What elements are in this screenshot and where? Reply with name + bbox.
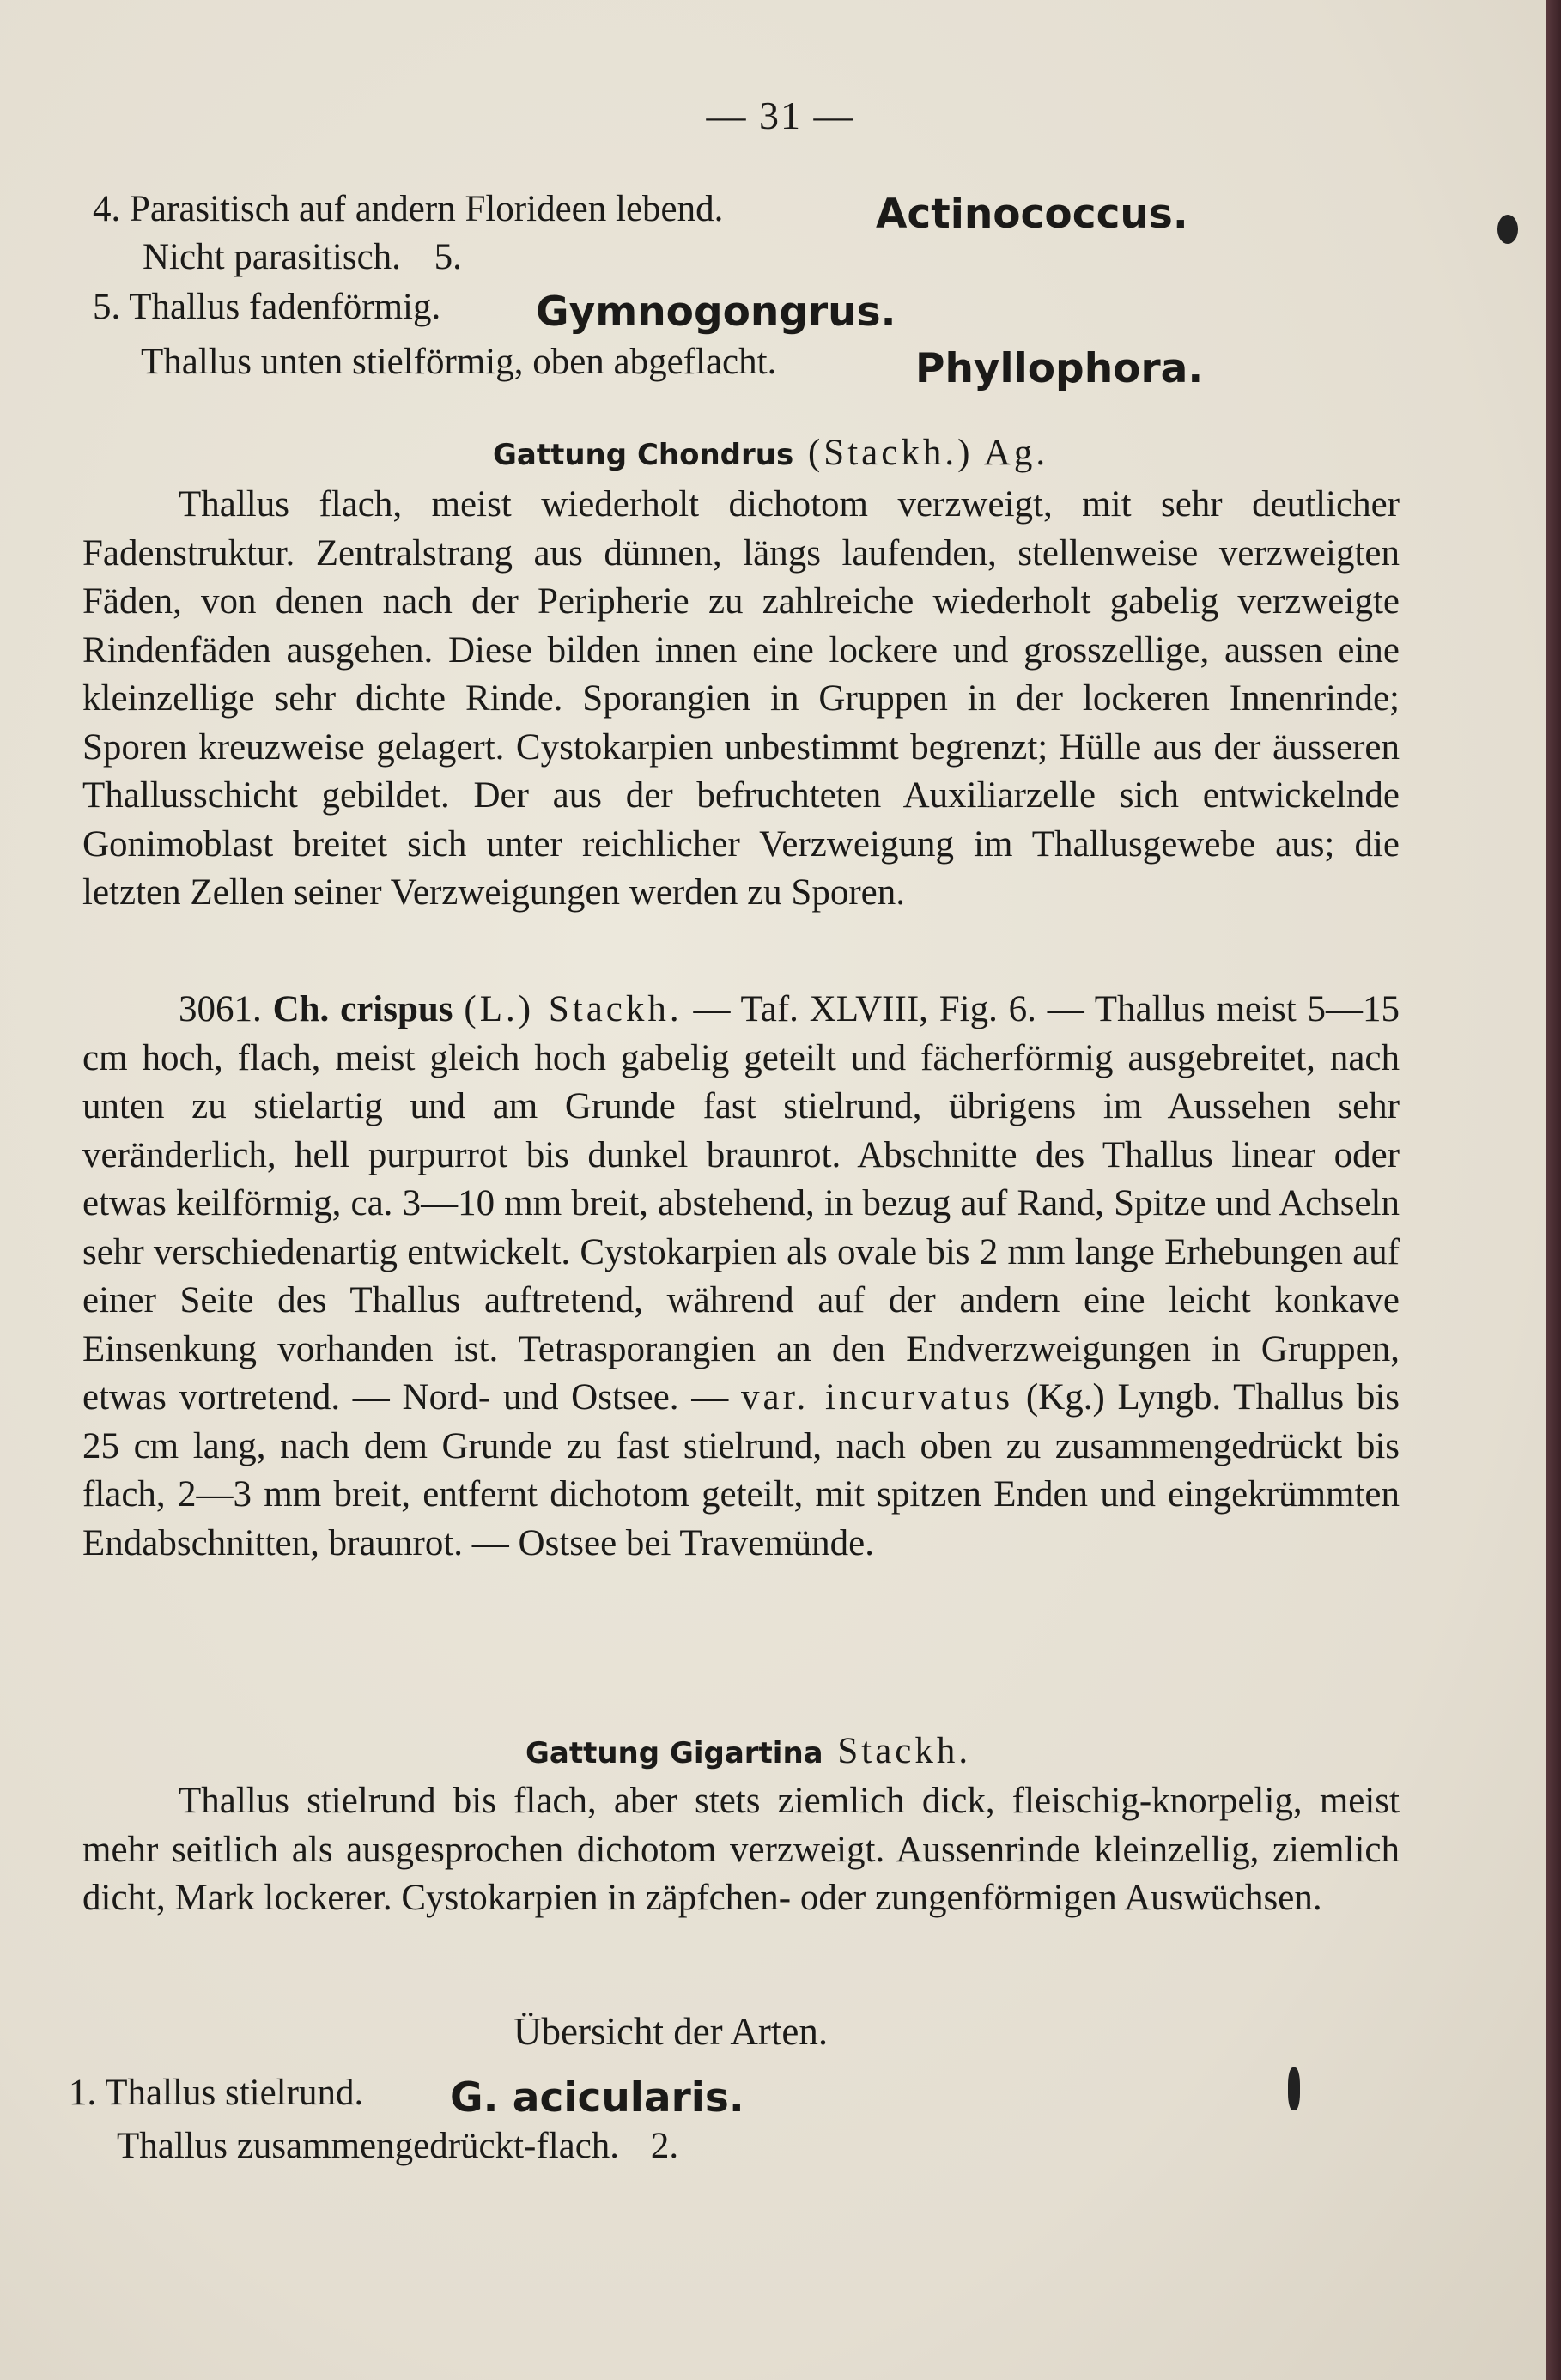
chondrus-description-block <box>82 481 1400 918</box>
key-item-5-text: Thallus fadenförmig. <box>129 287 441 327</box>
chondrus-description: Thallus flach, meist wiederholt dichotom verzweigt, mit sehr deutlicher Fadenstruktur. Zentralstrang aus dünnen, längs laufenden, stellenweise verzweigten Fäden, von denen nach der Peripherie zu zahlreiche wiederholt gabelig verzweigte Rindenfäden ausgehen. Diese bilden innen eine lockere und grosszellige, aussen eine kleinzellige sehr dichte Rinde. Sporangien in Gruppen in der lockeren Innenrinde; Sporen kreuzweise gelagert. Cystokarpien unbestimmt begrenzt; Hülle aus der äusseren Thallusschicht gebildet. Der aus der befruchteten Auxiliarzelle sich entwickelnde Gonimoblast breitet sich unter reichlicher Verzweigung im Thallusgewebe aus; die letzten Zellen seiner Verzweigungen werden zu Sporen. <box>82 484 1400 913</box>
key-item-4b-text: Nicht parasitisch. <box>143 237 401 277</box>
variety-description: (Kg.) Lyngb. Thallus bis 25 cm lang, nach dem Grunde zu fast stielrund, nach oben zu zusammengedrückt bis flach, 2—3 mm breit, entfernt dichotom geteilt, mit spitzen Enden und eingekrümmten Endabschnitten, braunrot. — Ostsee bei Travemünde. <box>82 1377 1400 1563</box>
key-item-4b-ref: 5. <box>434 237 462 277</box>
gigartina-heading-author: Stackh. <box>837 1731 972 1771</box>
key-item-5-number: 5. <box>93 287 121 327</box>
genus-actinococcus: Actinococcus. <box>876 191 1188 238</box>
gigartina-key-item-1b <box>117 2122 678 2171</box>
chondrus-heading-author: (Stackh.) Ag. <box>807 433 1049 473</box>
key-item-4-number: 4. <box>93 189 121 229</box>
chondrus-heading-genus: Gattung Chondrus <box>493 438 794 472</box>
genus-gymnogongrus: Gymnogongrus. <box>536 288 896 336</box>
key-item-5 <box>93 283 440 331</box>
overview-title: Übersicht der Arten. <box>513 2010 829 2053</box>
species-author: (L.) Stackh. <box>464 989 683 1029</box>
ink-spot-top <box>1497 215 1518 244</box>
species-number: 3061. <box>179 989 262 1029</box>
species-3061-paragraph <box>82 986 1400 1568</box>
gigartina-key-item-1-number: 1. <box>69 2073 97 2113</box>
book-edge <box>1546 0 1561 2380</box>
genus-phyllophora: Phyllophora. <box>915 345 1204 392</box>
gigartina-description-block <box>82 1777 1400 1923</box>
chondrus-heading <box>493 429 1048 479</box>
key-item-4b <box>143 234 462 282</box>
gigartina-heading-genus: Gattung Gigartina <box>525 1736 823 1770</box>
species-description: — Taf. XLVIII, Fig. 6. — Thallus meist 5—15 cm hoch, flach, meist gleich hoch gabelig geteilt und fächerförmig ausgebreitet, nach unten zu stielartig und am Grunde fast stielrund, übrigens im Aussehen sehr veränderlich, hell purpurrot bis dunkel braunrot. Abschnitte des Thallus linear oder etwas keilförmig, ca. 3—10 mm breit, abstehend, in bezug auf Rand, Spitze und Achseln sehr verschiedenartig entwickelt. Cystokarpien als ovale bis 2 mm lange Erhebungen auf einer Seite des Thallus auftretend, während auf der andern eine leicht konkave Einsenkung vorhanden ist. Tetrasporangien an den Endverzweigungen in Gruppen, etwas vortretend. — Nord- und Ostsee. — <box>82 989 1400 1418</box>
gigartina-heading <box>525 1727 971 1777</box>
gigartina-key-item-1-text: Thallus stielrund. <box>105 2073 364 2113</box>
species-3061-block <box>82 986 1400 1568</box>
gigartina-key-item-1b-ref: 2. <box>650 2126 679 2166</box>
species-name: Ch. crispus <box>272 989 453 1029</box>
page-number: — 31 — <box>706 94 855 137</box>
gigartina-description: Thallus stielrund bis flach, aber stets ziemlich dick, fleischig-knorpelig, meist mehr seitlich als ausgesprochen dichotom verzweigt. Aussenrinde kleinzellig, ziemlich dicht, Mark lockerer. Cystokarpien in zäpfchen- oder zungenförmigen Auswüchsen. <box>82 1781 1400 1918</box>
variety-name: var. incurvatus <box>741 1377 1014 1418</box>
ink-spot-bottom <box>1288 2067 1300 2110</box>
key-item-4-text: Parasitisch auf andern Florideen lebend. <box>130 189 724 229</box>
gigartina-key-item-1b-text: Thallus zusammengedrückt-flach. <box>117 2126 620 2166</box>
key-item-5b-text: Thallus unten stielförmig, oben abgeflacht. <box>141 342 777 382</box>
key-item-4 <box>93 185 723 234</box>
gigartina-key-item-1 <box>69 2069 363 2117</box>
species-acicularis: G. acicularis. <box>450 2074 744 2122</box>
